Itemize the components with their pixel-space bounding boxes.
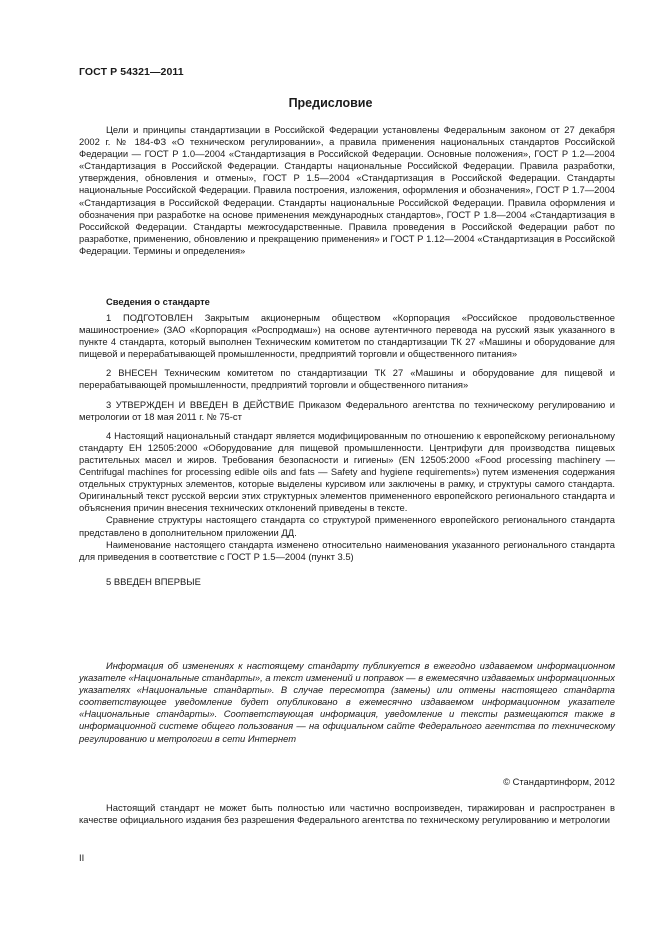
info-notice-section — [79, 660, 615, 745]
item-3-approved: 3 УТВЕРЖДЕН И ВВЕДЕН В ДЕЙСТВИЕ Приказом Федерального агентства по техническому регулированию и метрологии от 18 мая 2011 г. № 75-ст — [79, 398, 615, 422]
intro-section — [79, 124, 615, 257]
reproduction-section — [79, 802, 615, 826]
page-title: Предисловие — [288, 96, 373, 110]
item-4-comparison: Сравнение структуры настоящего стандарта со структурой примененного европейского регионального стандарта представлено в дополнительном приложении ДД. — [79, 514, 615, 538]
standard-info-section — [79, 312, 615, 595]
intro-paragraph: Цели и принципы стандартизации в Российской Федерации установлены Федеральным законом от 27 декабря 2002 г. № 184-ФЗ «О техническом регулировании», а правила применения национальных стандартов Российской Федерации — ГОСТ Р 1.0—2004 «Стандартизация в Российской Федерации. Основные положения», ГОСТ Р 1.2—2004 «Стандартизация в Российской Федерации. Стандарты национальные Российской Федерации. Правила разработки, утверждения, обновления и отмены», ГОСТ Р 1.5—2004 «Стандартизация в Российской Федерации. Стандарты национальные Российской Федерации. Правила построения, изложения, оформления и обозначения», ГОСТ Р 1.7—2004 «Стандартизация в Российской Федерации. Стандарты национальные Российской Федерации. Правила оформления и обозначения при разработке на основе применения международных стандартов», ГОСТ Р 1.8—2004 «Стандартизация в Российской Федерации. Стандарты межгосударственные. Правила проведения в Российской Федерации работ по разработке, применению, обновлению и прекращению применения» и ГОСТ Р 1.12—2004 «Стандартизация в Российской Федерации. Термины и определения» — [79, 124, 615, 256]
item-4-title-change: Наименование настоящего стандарта изменено относительно наименования указанного регионального стандарта для приведения в соответствие с ГОСТ Р 1.5—2004 (пункт 3.5) — [79, 538, 615, 562]
item-1-prepared: 1 ПОДГОТОВЛЕН Закрытым акционерным обществом «Корпорация «Российское продовольственное машиностроение» (ЗАО «Корпорация «Роспродмаш») на основе аутентичного перевода на русский язык указанного в пункте 4 стандарта, который выполнен Техническим комитетом по стандартизации ТК 27 «Машины и оборудование для пищевой и перерабатывающей промышленности, предприятий торговли и общественного питания» — [79, 312, 615, 360]
item-5-first-introduced: 5 ВВЕДЕН ВПЕРВЫЕ — [106, 575, 201, 587]
document-code: ГОСТ Р 54321—2011 — [79, 66, 184, 78]
standard-info-heading: Сведения о стандарте — [106, 296, 210, 307]
item-2-submitted: 2 ВНЕСЕН Техническим комитетом по стандартизации ТК 27 «Машины и оборудование для пищевой и перерабатывающей промышленности, предприятий торговли и общественного питания» — [79, 367, 615, 391]
info-notice: Информация об изменениях к настоящему стандарту публикуется в ежегодно издаваемом информационном указателе «Национальные стандарты», а текст изменений и поправок — в ежемесячно издаваемых информационных указателях «Национальные стандарты». В случае пересмотра (замены) или отмены настоящего стандарта соответствующее уведомление будет опубликовано в ежемесячно издаваемом информационном указателе «Национальные стандарты». Соответствующая информация, уведомление и тексты размещаются также в информационной системе общего пользования — на официальном сайте Федерального агентства по техническому регулированию и метрологии в сети Интернет — [79, 660, 615, 744]
reproduction-notice: Настоящий стандарт не может быть полностью или частично воспроизведен, тиражирован и распространен в качестве официального издания без разрешения Федерального агентства по техническому регулированию и метрологии — [79, 802, 615, 826]
copyright-line: © Стандартинформ, 2012 — [503, 776, 615, 787]
item-4-modification: 4 Настоящий национальный стандарт является модифицированным по отношению к европейскому региональному стандарту ЕН 12505:2000 «Оборудование для пищевой промышленности. Центрифуги для производства пищевых растительных масел и жиров. Требования безопасности и гигиены» (EN 12505:2000 «Food processing machinery — Centrifugal machines for processing edible oils and fats — Safety and hygiene requirements») путем изменения содержания отдельных структурных элементов, которые выделены курсивом или заключены в рамку, и структуры самого стандарта. Оригинальный текст русской версии этих структурных элементов примененного европейского регионального стандарта и объяснения причин внесения технических отклонений приведены в тексте. — [79, 429, 615, 514]
page-number: II — [79, 852, 85, 863]
